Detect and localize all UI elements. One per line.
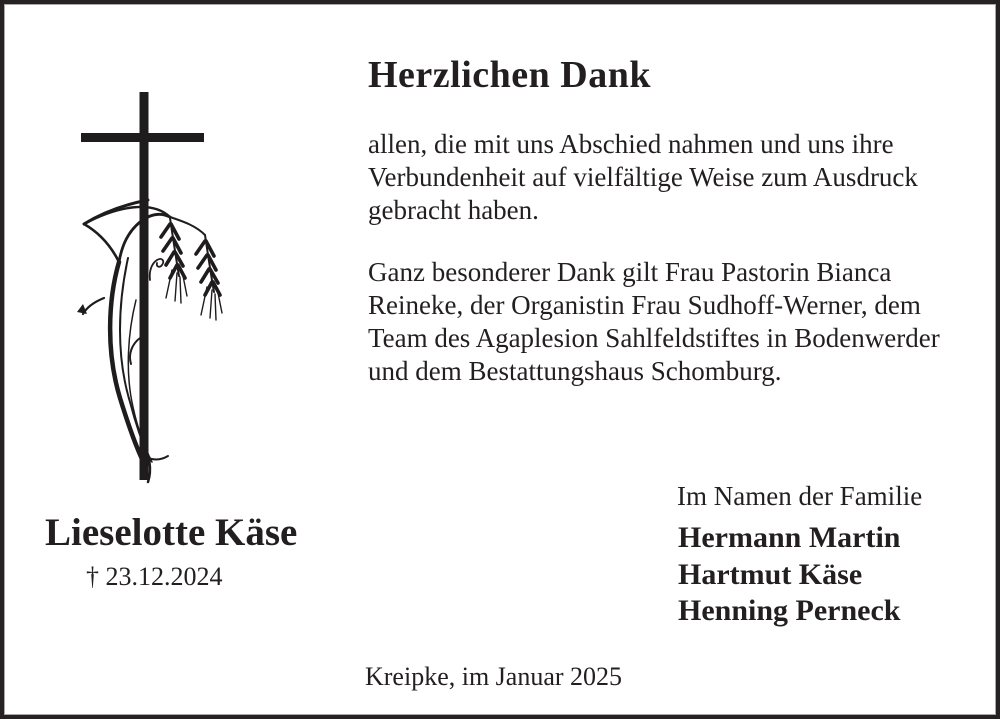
paragraph-line: Ganz besonderer Dank gilt Frau Pastorin Bianca bbox=[368, 257, 892, 287]
paragraph-line: Team des Agaplesion Sahlfeldstiftes in Bodenwerder bbox=[368, 323, 940, 353]
notice-title: Herzlichen Dank bbox=[368, 54, 651, 96]
death-date: † 23.12.2024 bbox=[86, 562, 223, 591]
paragraph-line: Reineke, der Organistin Frau Sudhoff-Werner, dem bbox=[368, 290, 921, 320]
cross-vertical-bar bbox=[140, 92, 149, 480]
paragraph-line: und dem Bestattungshaus Schomburg. bbox=[368, 356, 782, 386]
paragraph-line: gebracht haben. bbox=[368, 195, 539, 225]
special-thanks-paragraph bbox=[368, 256, 940, 388]
family-names bbox=[678, 520, 901, 630]
family-intro: Im Namen der Familie bbox=[677, 481, 923, 511]
paragraph-line: allen, die mit uns Abschied nahmen und uns ihre bbox=[368, 129, 894, 159]
place-date-line: Kreipke, im Januar 2025 bbox=[365, 662, 623, 691]
paragraph-line: Verbundenheit auf vielfältige Weise zum Ausdruck bbox=[368, 162, 918, 192]
thanks-paragraph bbox=[368, 128, 918, 227]
family-name: Hartmut Käse bbox=[678, 557, 863, 591]
cross-horizontal-bar bbox=[81, 133, 204, 142]
deceased-name: Lieselotte Käse bbox=[45, 511, 298, 554]
wheat-head bbox=[196, 235, 222, 320]
family-name: Henning Perneck bbox=[678, 594, 901, 627]
cross-wheat-illustration bbox=[60, 80, 250, 484]
family-name: Hermann Martin bbox=[678, 521, 901, 554]
wheat-head bbox=[161, 218, 187, 303]
